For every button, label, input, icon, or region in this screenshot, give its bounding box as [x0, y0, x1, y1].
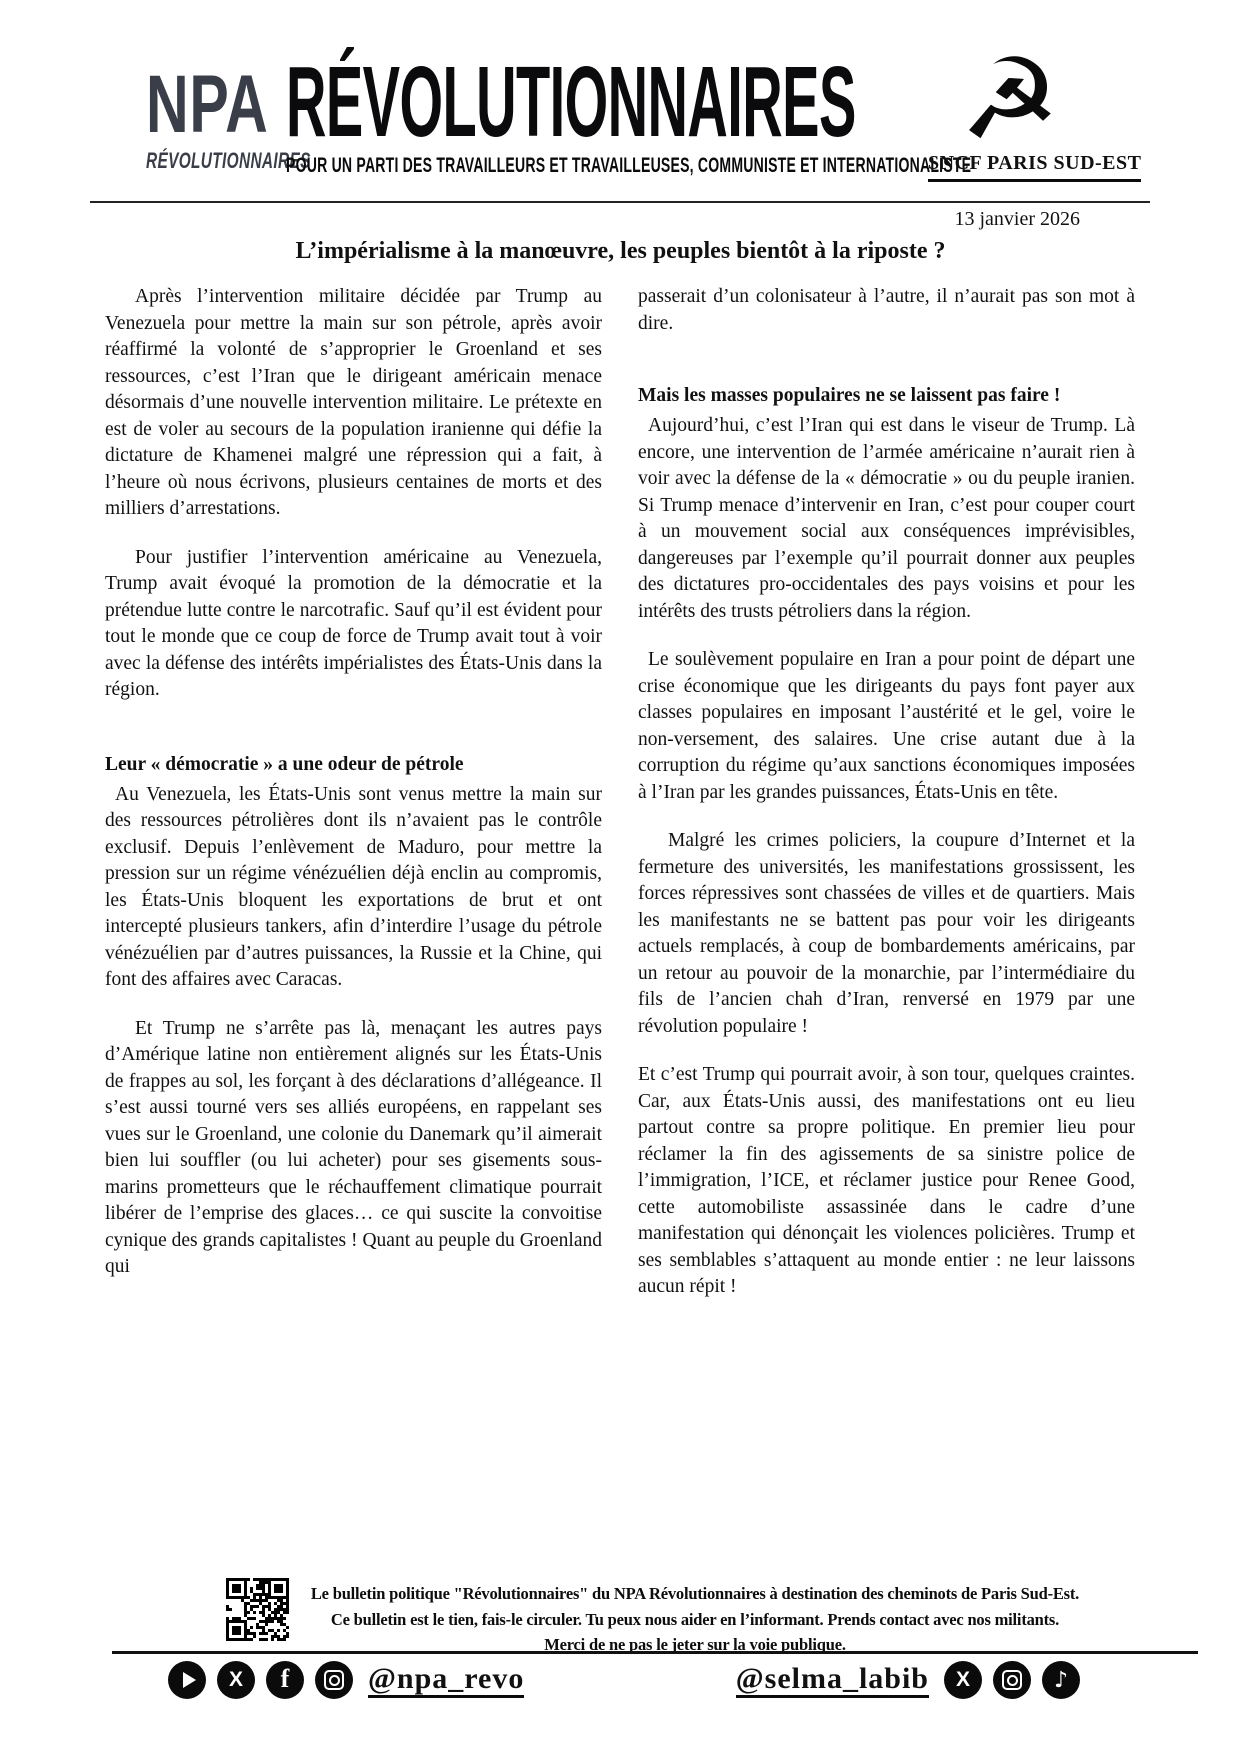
paragraph: Le soulèvement populaire en Iran a pour point de départ une crise économique que les dirigeants du pays font payer aux classes populaires en imposant l’austérité et le gel, voire le non-versement, des salaires. Une crise autant due à la corruption du régime qu’aux sanctions économiques imposées à l’Iran par les grandes puissances, États-Unis en tête. — [638, 649, 1135, 803]
tiktok-icon[interactable]: ♪ — [1042, 1661, 1080, 1699]
paragraph: Et c’est Trump qui pourrait avoir, à son tour, quelques craintes. Car, aux États-Unis aussi, des manifestations ont eu lieu partout contre sa propre politique. En premier lieu pour réclamer la fin des agissements de sa sinistre police de l’immigration, l’ICE, et réclamer justice pour Renee Good, cette automobiliste assassinée dans le cadre d’une manifestation qui dénonçait les violences policières. Trump et ses semblables s’attaquent au monde entier : ne leur laissons aucun répit ! — [638, 1064, 1135, 1297]
social-links-selma — [732, 1661, 1080, 1699]
article-body — [105, 284, 1136, 1323]
paragraph: Malgré les crimes policiers, la coupure d’Internet et la fermeture des universités, les manifestations grossissent, les forces répressives sont chassées de villes et de quartiers. Mais les manifestants ne se battent pas pour voir les dirigeants actuels remplacés, à coup de bombardements américains, par un retour au pouvoir de la monarchie, par l’intermédiaire du fils de l’ancien chah d’Iran, renversé en 1979 par une révolution populaire ! — [638, 830, 1135, 1037]
x-icon[interactable]: X — [944, 1661, 982, 1699]
qr-code — [226, 1578, 289, 1641]
emblem — [928, 35, 1142, 182]
instagram-icon[interactable] — [993, 1661, 1031, 1699]
paragraph: Et Trump ne s’arrête pas là, menaçant les autres pays d’Amérique latine non entièrement alignés sur les États-Unis de frappes au sol, les forçant à des déclarations d’allégeance. Il s’est aussi tourné vers ses alliés européens, en rappelant ses vues sur le Groenland, une colonie du Danemark qu’il aimerait bien lui souffler (ou lui acheter) pour ses gisements sous-marins prometteurs que le réchauffement climatique pourrait libérer de l’emprise des glaces… ce qui suscite la convoitise cynique des grands capitalistes ! Quant au peuple du Groenland qui — [105, 1017, 602, 1277]
footer-notice — [300, 1581, 1090, 1658]
facebook-icon[interactable]: f — [266, 1661, 304, 1699]
paragraph: Pour justifier l’intervention américaine au Venezuela, Trump avait évoqué la promotion de la démocratie et la prétendue lutte contre le narcotrafic. Sauf qu’il est évident pour tout le monde que ce coup de force de Trump avait tout à voir avec la défense des intérêts impérialistes des États-Unis dans la région. — [105, 546, 602, 700]
npa-logo-text: NPA — [146, 59, 269, 150]
footer-divider — [112, 1651, 1198, 1654]
article-title: L’impérialisme à la manœuvre, les peuples bientôt à la riposte ? — [295, 238, 946, 264]
instagram-icon[interactable] — [315, 1661, 353, 1699]
left-column — [105, 284, 602, 1323]
subheading-masses: Mais les masses populaires ne se laissent pas faire ! — [638, 385, 1061, 406]
npa-handle[interactable]: @npa_revo — [368, 1662, 524, 1698]
hammer-sickle-icon: ☭ — [959, 35, 1061, 165]
paragraph: Aujourd’hui, c’est l’Iran qui est dans le viseur de Trump. Là encore, une intervention de l’armée américaine n’aurait rien à voir avec la défense de la « démocratie » ou du peuple iranien. Si Trump menace d’intervenir en Iran, c’est pour couper court à un mouvement social aux conséquences imprévisibles, dangereuses par l’exemple qu’il pourrait donner aux peuples des dictatures pro-occidentales des pays voisins et pour les intérêts des trusts pétroliers dans la région. — [638, 415, 1135, 622]
section-label: SNCF PARIS SUD-EST — [928, 152, 1141, 182]
footer-line-1: Le bulletin politique "Révolutionnaires" du NPA Révolutionnaires à destination des cheminots de Paris Sud-Est. — [310, 1584, 1080, 1603]
social-links-npa — [168, 1661, 528, 1699]
issue-date: 13 janvier 2026 — [954, 208, 1080, 230]
x-icon[interactable]: X — [217, 1661, 255, 1699]
masthead-subtitle: POUR UN PARTI DES TRAVAILLEURS ET TRAVAILLEUSES, COMMUNISTE ET INTERNATIONALISTE — [286, 154, 972, 177]
footer-line-2: Ce bulletin est le tien, fais-le circuler. Tu peux nous aider en l’informant. Prends contact avec nos militants. — [330, 1609, 1060, 1629]
subheading-oil: Leur « démocratie » a une odeur de pétrole — [105, 753, 464, 775]
right-column — [638, 284, 1135, 1323]
selma-handle[interactable]: @selma_labib — [736, 1662, 929, 1698]
paragraph: passerait d’un colonisateur à l’autre, il n’aurait pas son mot à dire. — [638, 286, 1135, 334]
youtube-icon[interactable] — [168, 1661, 206, 1699]
header-divider — [90, 201, 1150, 203]
footer-line-3: Merci de ne pas le jeter sur la voie publique. — [544, 1635, 846, 1655]
npa-logo-subtext: RÉVOLUTIONNAIRES — [146, 147, 311, 173]
paragraph: Après l’intervention militaire décidée par Trump au Venezuela pour mettre la main sur son pétrole, après avoir réaffirmé la volonté de s’approprier le Groenland et ses ressources, c’est l’Iran que le dirigeant américain menace désormais d’une nouvelle intervention militaire. Le prétexte en est de voler au secours de la population iranienne qui défie la dictature de Khamenei malgré une répression qui a fait, à l’heure où nous écrivons, plusieurs centaines de morts et des milliers d’arrestations. — [105, 286, 602, 519]
masthead-title: RÉVOLUTIONNAIRES — [286, 46, 856, 158]
paragraph: Au Venezuela, les États-Unis sont venus mettre la main sur des ressources pétrolières dont ils n’avaient pas le contrôle exclusif. Depuis l’enlèvement de Maduro, pour mettre la pression sur un régime vénézuélien déjà enclin au compromis, les États-Unis bloquent les exportations de brut et ont intercepté plusieurs tankers, afin d’interdire l’usage du pétrole vénézuélien par d’autres puissances, la Russie et la Chine, qui font des affaires avec Caracas. — [105, 783, 602, 990]
